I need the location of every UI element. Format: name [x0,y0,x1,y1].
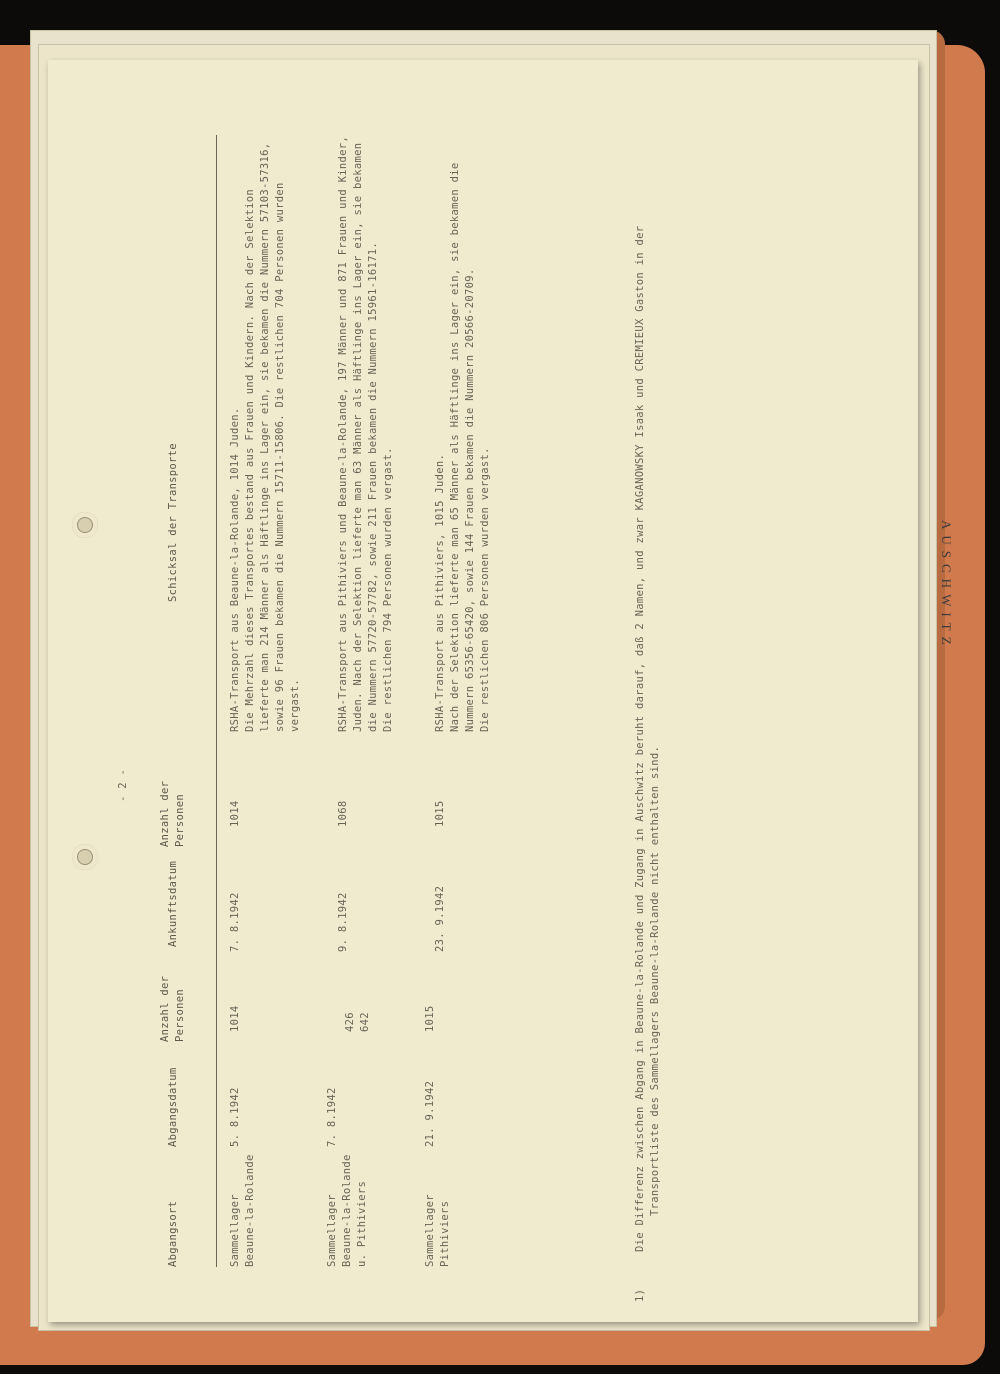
origin-cell: Sammellager Beaune-la-Rolande u. Pithiviers [326,1154,368,1267]
arrival-cell: 23. 9.1942 [434,885,446,952]
departure-cell: 5. 8.1942 [229,1087,241,1147]
departure-cell: 21. 9.1942 [424,1080,436,1147]
fate-cell: RSHA-Transport aus Pithiviers und Beaune-la-Rolande, 197 Männer und 871 Frauen und Kinder, Juden. Nach der Selektion lieferte man 63 Männer als Häftlinge ins Lager ein, sie bekamen die Nummern 57720-57782, sowie 211 Frauen bekamen die Nummern 15961-16171. Die restlichen 794 Personen wurden vergast. [337,136,394,732]
persons-dep-cell: 426 642 [344,1012,371,1032]
fate-cell: RSHA-Transport aus Beaune-la-Rolande, 1014 Juden. Die Mehrzahl dieses Transportes bestand aus Frauen und Kindern. Nach der Selektion lieferte man 214 Männer als Häftlinge ins Lager ein, sie bekamen die Nummern 57103-57316, sowie 96 Frauen bekamen die Nummern 15711-15806. Die restlichen 704 Personen wurden vergast. [229,142,301,732]
persons-arr-cell: 1014 [229,800,241,827]
header-persons-dep: Anzahl der Personen [159,975,186,1042]
footnote: Die Differenz zwischen Abgang in Beaune-la-Rolande und Zugang in Auschwitz beruht darauf, daß 2 Namen, und zwar KAGANOWSKY Isaak und CREMIEUX Gaston in der Transportliste des Sammellagers Beaune-la-Rolande nicht enthalten sind. [634,225,661,1252]
persons-arr-cell: 1015 [434,800,446,827]
origin-cell: Sammellager Beaune-la-Rolande [229,1154,256,1267]
header-arrival: Ankunftsdatum [167,860,179,947]
persons-dep-cell: 1015 [424,1005,436,1032]
rotated-content [48,60,918,1322]
fate-cell: RSHA-Transport aus Pithiviers, 1015 Juden. Nach der Selektion lieferte man 65 Männer als Häftlinge ins Lager ein, sie bekamen die Nummern 65356-65420, sowie 144 Frauen bekamen die Nummern 20566-20709. Die restlichen 806 Personen wurden vergast. [434,162,491,732]
header-fate: Schicksal der Transporte [167,443,179,602]
header-origin: Abgangsort [167,1200,179,1267]
arrival-cell: 9. 8.1942 [337,892,349,952]
document-page [48,60,918,1322]
header-rule [216,135,217,1267]
page-number: - 2 - [117,768,129,802]
departure-cell: 7. 8.1942 [326,1087,338,1147]
side-label: AUSCHWITZ [939,520,954,651]
header-departure: Abgangsdatum [167,1067,179,1147]
persons-arr-cell: 1068 [337,800,349,827]
footnote-marker: 1) [634,1288,646,1302]
header-persons-arr: Anzahl der Personen [159,780,186,847]
origin-cell: Sammellager Pithiviers [424,1194,451,1267]
persons-dep-cell: 1014 [229,1005,241,1032]
arrival-cell: 7. 8.1942 [229,892,241,952]
